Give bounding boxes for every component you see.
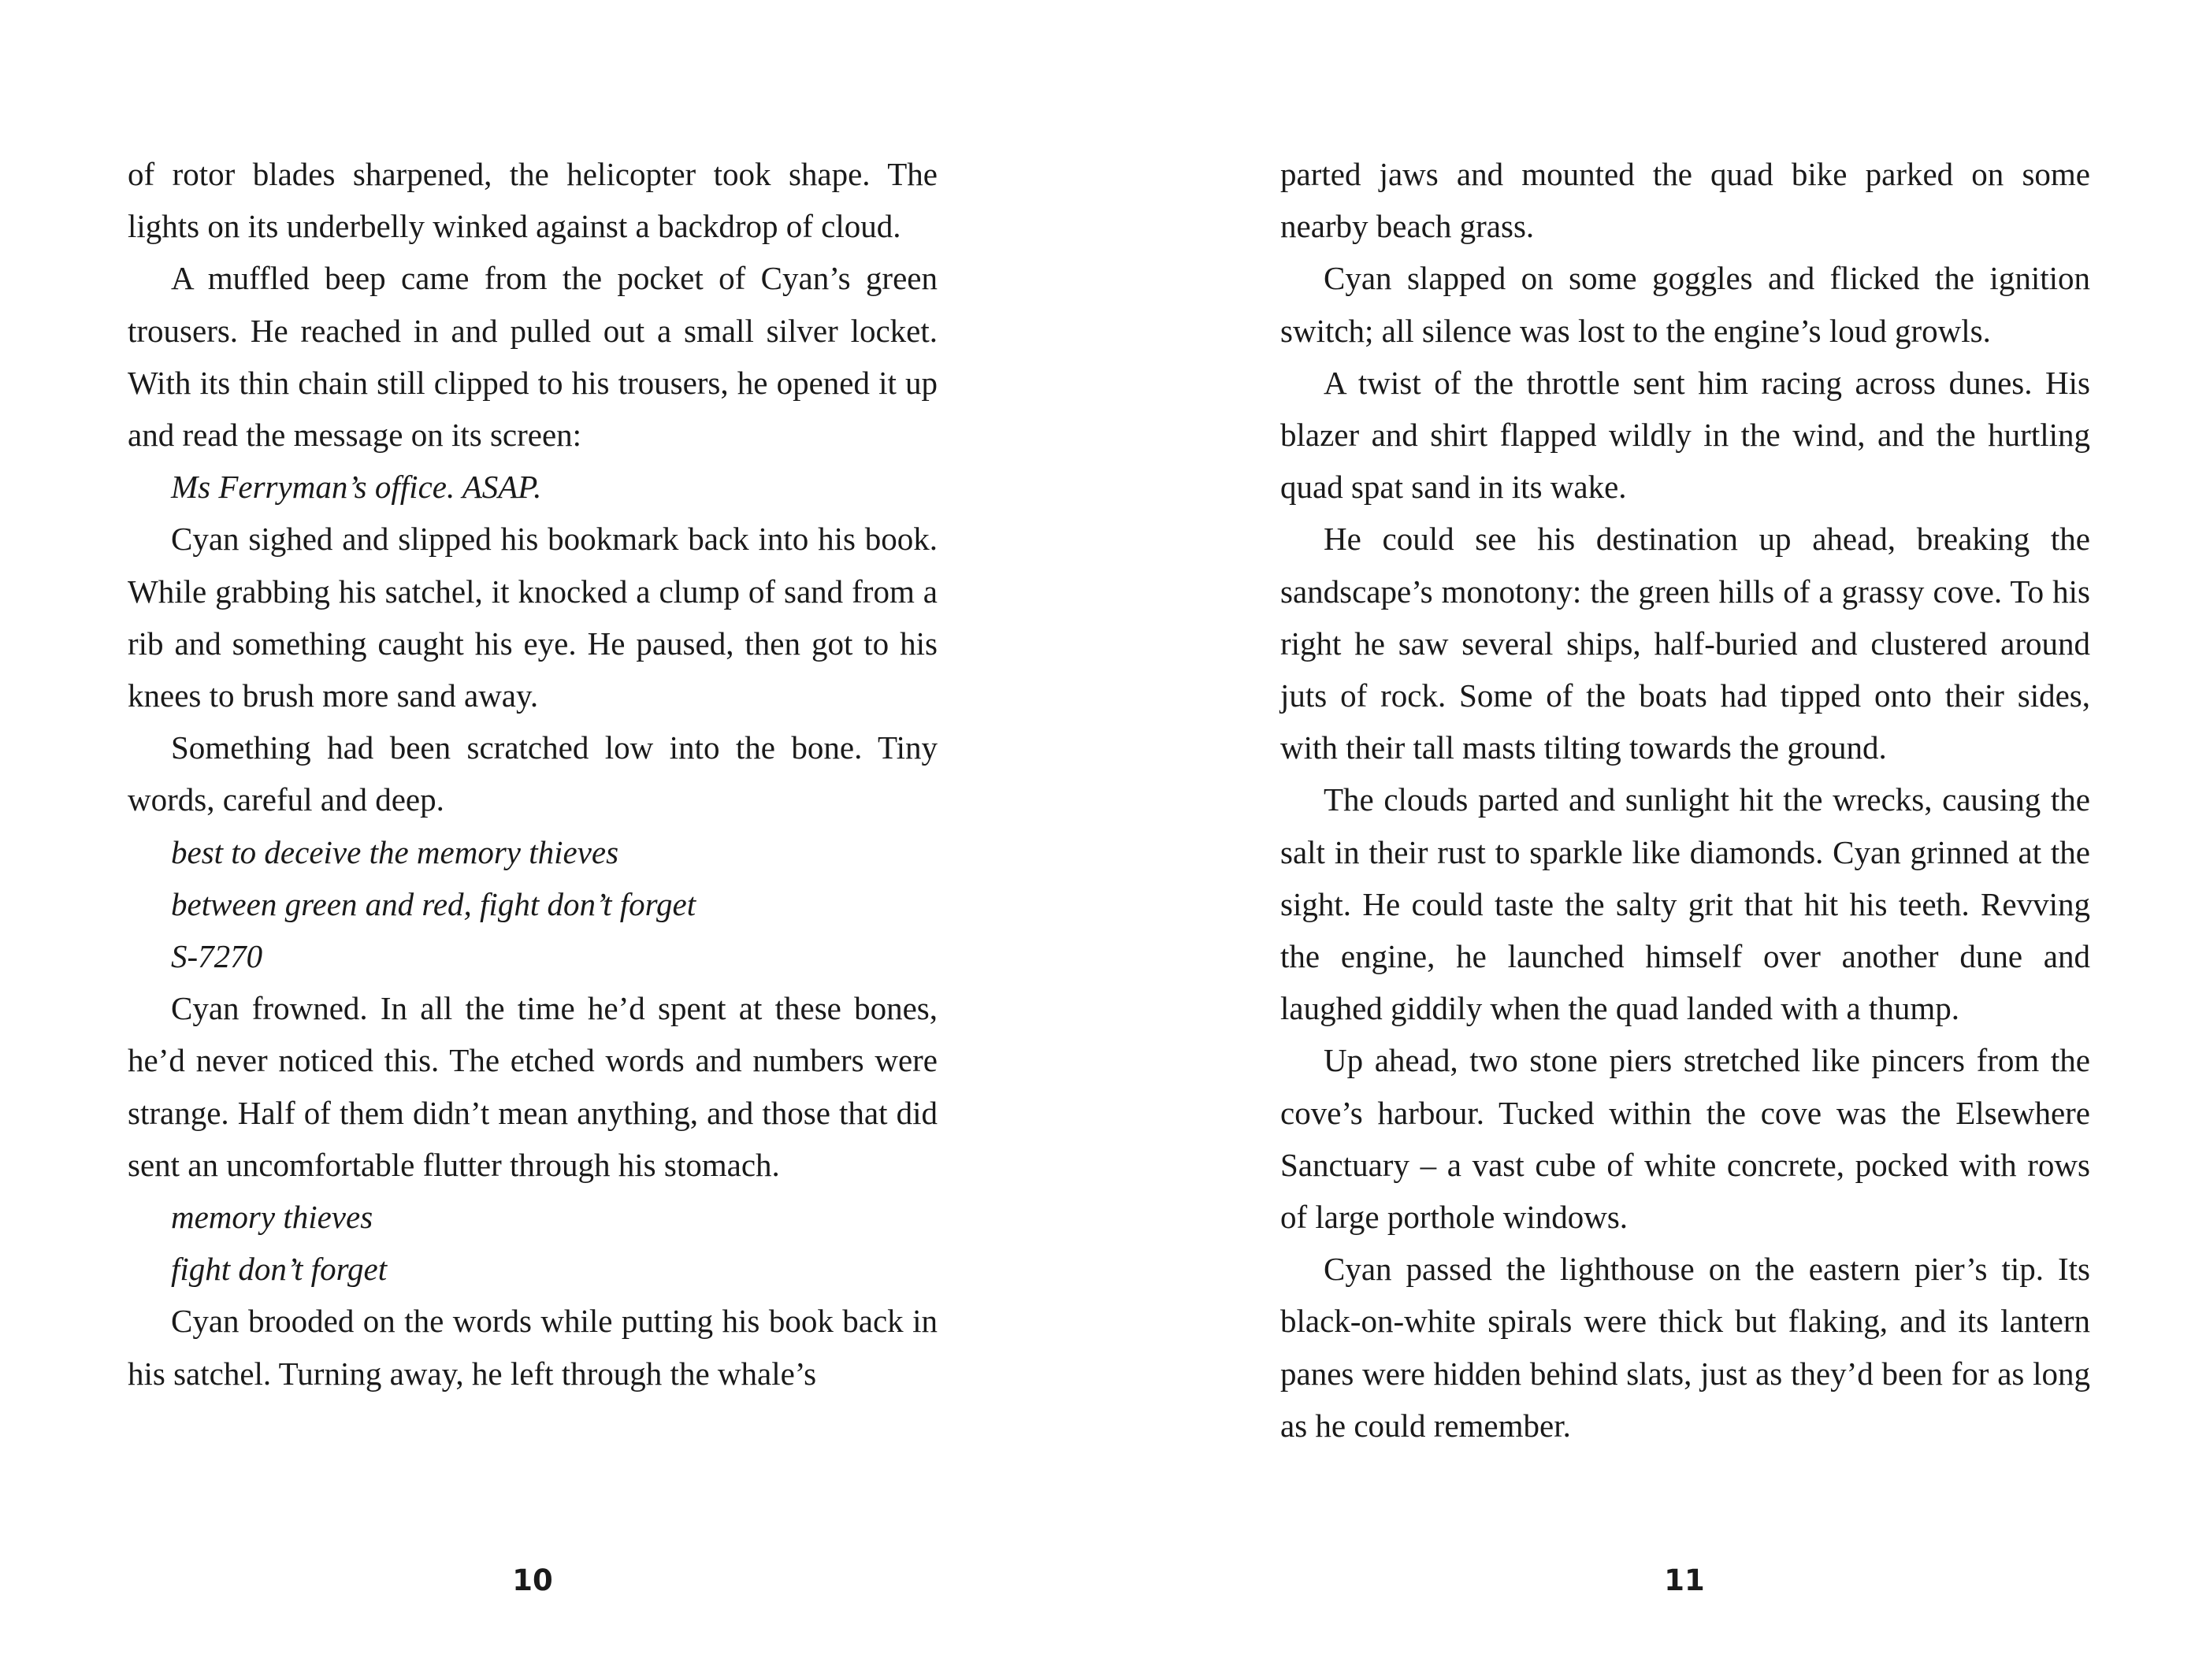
- paragraph: Cyan passed the lighthouse on the eastern pier’s tip. Its black-on-white spirals were thick but flaking, and its lantern panes were hidden behind slats, just as they’d been for as long as he could remember.: [1280, 1251, 2090, 1444]
- paragraph: He could see his destination up ahead, breaking the sandscape’s monotony: the green hills of a grassy cove. To his right he saw several ships, half-buried and clustered around juts of rock. Some of the boats had tipped onto their sides, with their tall masts tilting towards the ground.: [1280, 521, 2090, 766]
- paragraph: Something had been scratched low into the bone. Tiny words, careful and deep.: [128, 729, 938, 818]
- paragraph: A twist of the throttle sent him racing across dunes. His blazer and shirt flapped wildly in the wind, and the hurtling quad spat sand in its wake.: [1280, 364, 2090, 506]
- italic-inscription: S-7270: [171, 938, 263, 975]
- paragraph: The clouds parted and sunlight hit the wrecks, causing the salt in their rust to sparkle like diamonds. Cyan grinned at the sight. He could taste the salty grit that hit his teeth. Revving the engine, he launched himself over another dune and laughed giddily when the quad landed with a thump.: [1280, 781, 2090, 1027]
- italic-message: Ms Ferryman’s office. ASAP.: [171, 469, 542, 506]
- paragraph: Cyan slapped on some goggles and flicked the ignition switch; all silence was lost to the engine’s loud growls.: [1280, 260, 2090, 349]
- paragraph: parted jaws and mounted the quad bike parked on some nearby beach grass.: [1280, 156, 2090, 245]
- page-number-right: 11: [1664, 1563, 1705, 1597]
- left-page: [128, 148, 938, 1400]
- paragraph: Cyan sighed and slipped his bookmark back into his book. While grabbing his satchel, it knocked a clump of sand from a rib and something caught his eye. He paused, then got to his knees to brush more sand away.: [128, 521, 938, 714]
- right-page: [1280, 148, 2090, 1452]
- paragraph: of rotor blades sharpened, the helicopter took shape. The lights on its underbelly winked against a backdrop of cloud.: [128, 156, 938, 245]
- paragraph: Cyan frowned. In all the time he’d spent at these bones, he’d never noticed this. The etched words and numbers were strange. Half of them didn’t mean anything, and those that did sent an uncomfortable flutter through his stomach.: [128, 990, 938, 1183]
- paragraph: A muffled beep came from the pocket of Cyan’s green trousers. He reached in and pulled out a small silver locket. With its thin chain still clipped to his trousers, he opened it up and read the message on its screen:: [128, 260, 938, 454]
- paragraph: Up ahead, two stone piers stretched like pincers from the cove’s harbour. Tucked within the cove was the Elsewhere Sanctuary – a vast cube of white concrete, pocked with rows of large porthole windows.: [1280, 1042, 2090, 1236]
- italic-inscription: best to deceive the memory thieves: [171, 833, 619, 870]
- italic-echo: memory thieves: [171, 1199, 373, 1236]
- italic-echo: fight don’t forget: [171, 1251, 388, 1288]
- italic-inscription: between green and red, fight don’t forget: [171, 885, 696, 922]
- page-number-left: 10: [512, 1563, 553, 1597]
- paragraph: Cyan brooded on the words while putting his book back in his satchel. Turning away, he left through the whale’s: [128, 1303, 938, 1392]
